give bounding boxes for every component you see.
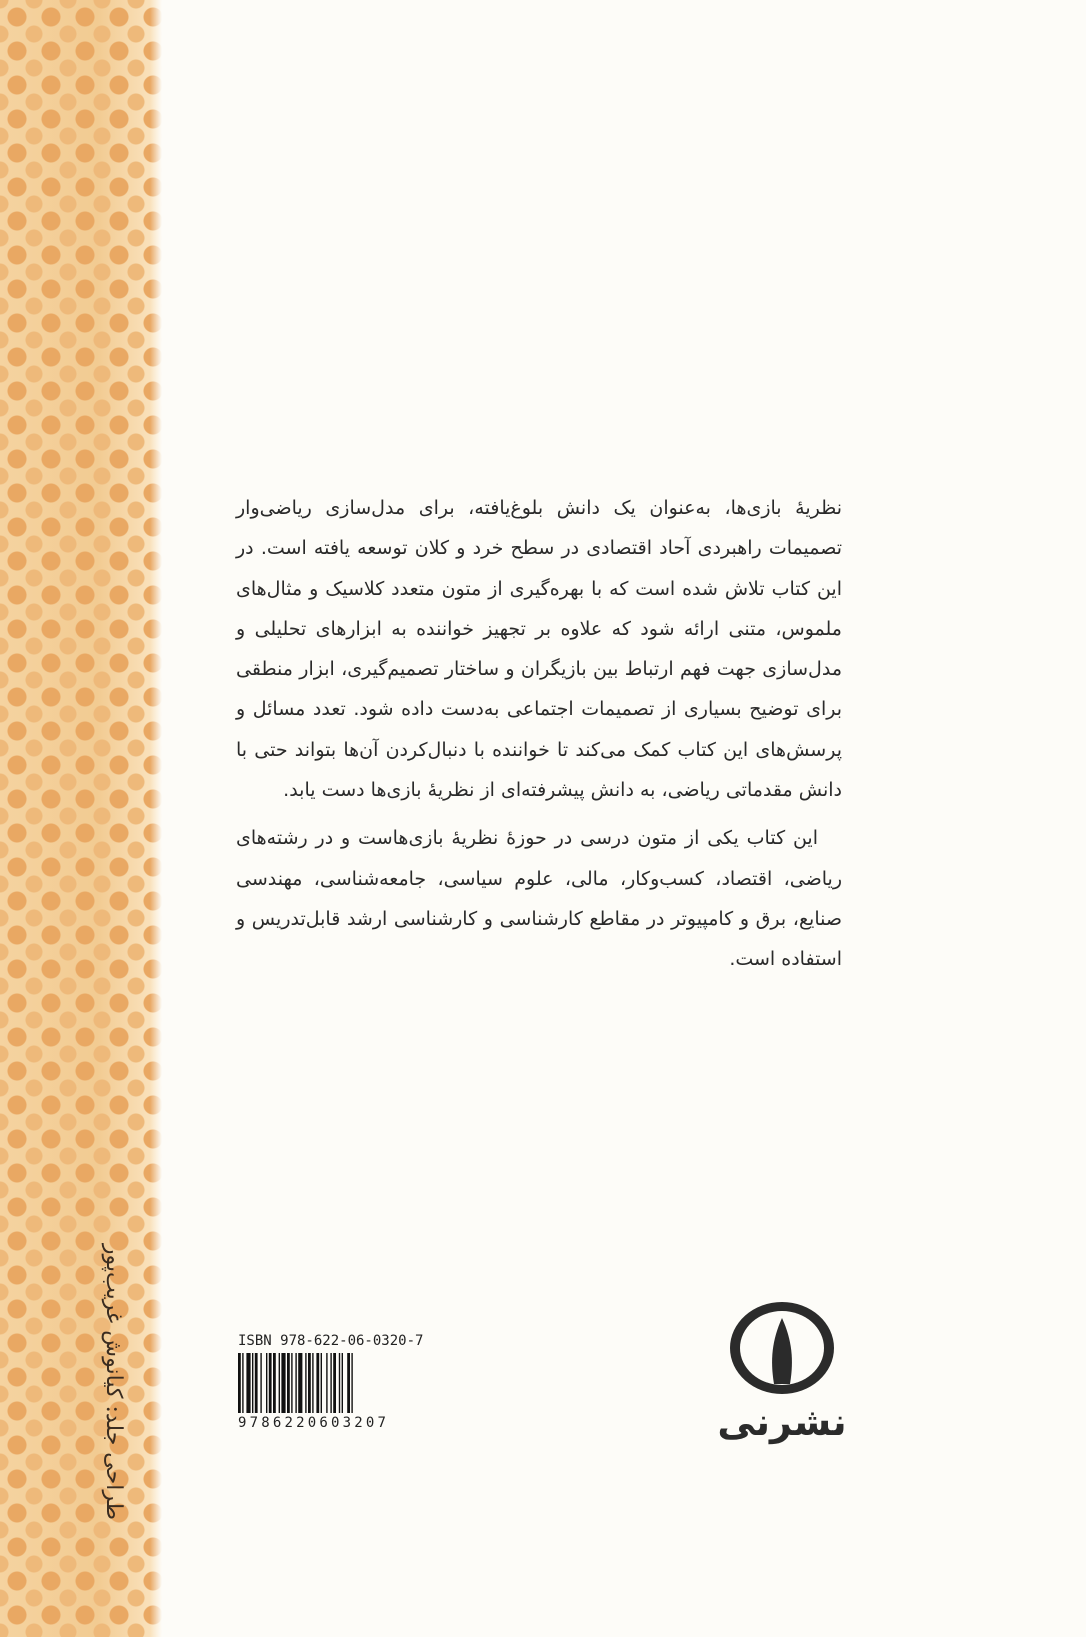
barcode-bar bbox=[295, 1353, 296, 1413]
isbn-barcode-block bbox=[236, 1333, 426, 1433]
barcode-bar bbox=[260, 1353, 261, 1413]
barcode-bar bbox=[326, 1353, 327, 1413]
barcode-bar bbox=[242, 1353, 243, 1413]
barcode-bar bbox=[316, 1353, 319, 1413]
barcode-bar bbox=[298, 1353, 302, 1413]
blurb-paragraph-1: نظریهٔ بازی‌ها، به‌عنوان یک دانش بلوغ‌یافته، برای مدل‌سازی ریاضی‌وار تصمیمات راهبردی آحاد اقتصادی در سطح خرد و کلان توسعه یافته است. در این کتاب تلاش شده است که با بهره‌گیری از متون متعدد کلاسیک و مثال‌های ملموس، متنی ارائه شود که علاوه بر تجهیز خواننده به ابزارهای تحلیلی و مدل‌سازی جهت فهم ارتباط بین بازیگران و ساختار تصمیم‌گیری، ابزار منطقی برای توضیح بسیاری از تصمیمات اجتماعی به‌دست داده شود. تعدد مسائل و پرسش‌های این کتاب کمک می‌کند تا خواننده با دنبال‌کردن آن‌ها بتواند حتی با دانش مقدماتی ریاضی، به دانش پیشرفته‌ای از نظریهٔ بازی‌ها دست یابد. bbox=[236, 497, 842, 802]
spine-edge-fade bbox=[150, 0, 162, 1637]
barcode-bar bbox=[347, 1353, 350, 1413]
cover-designer-signature: طراحی جلد: کیانوش غریب‌پور bbox=[101, 1243, 126, 1520]
publisher-name: نشرنی bbox=[717, 1400, 847, 1444]
barcode-bar bbox=[339, 1353, 340, 1413]
back-cover-blurb bbox=[236, 488, 842, 988]
blurb-paragraph-2: این کتاب یکی از متون درسی در حوزهٔ نظریهٔ بازی‌هاست و در رشته‌های ریاضی، اقتصاد، کسب‌وکار، مالی، علوم سیاسی، جامعه‌شناسی، مهندسی صنایع، برق و کامپیوتر در مقاطع کارشناسی و کارشناسی ارشد قابل‌تدریس و استفاده است. bbox=[236, 827, 842, 971]
barcode-bar bbox=[330, 1353, 331, 1413]
barcode-bar bbox=[269, 1353, 272, 1413]
barcode-bar bbox=[308, 1353, 311, 1413]
barcode bbox=[238, 1353, 424, 1413]
isbn-label: ISBN 978-622-06-0320-7 bbox=[238, 1333, 424, 1349]
barcode-bar bbox=[279, 1353, 280, 1413]
barcode-bar bbox=[255, 1353, 258, 1413]
barcode-bar bbox=[287, 1353, 290, 1413]
barcode-bar bbox=[291, 1353, 292, 1413]
publisher-reed-icon bbox=[712, 1300, 852, 1400]
barcode-bar bbox=[273, 1353, 276, 1413]
barcode-digits: 9786220603207 bbox=[238, 1415, 390, 1431]
barcode-bar bbox=[246, 1353, 250, 1413]
barcode-bar bbox=[333, 1353, 336, 1413]
barcode-bar bbox=[266, 1353, 267, 1413]
barcode-bar bbox=[238, 1353, 241, 1413]
barcode-bar bbox=[305, 1353, 306, 1413]
publisher-logo bbox=[712, 1300, 852, 1475]
barcode-bar bbox=[321, 1353, 322, 1413]
barcode-bar bbox=[252, 1353, 253, 1413]
barcode-bar bbox=[342, 1353, 343, 1413]
barcode-bar bbox=[312, 1353, 313, 1413]
barcode-bar bbox=[351, 1353, 352, 1413]
barcode-bar bbox=[281, 1353, 285, 1413]
